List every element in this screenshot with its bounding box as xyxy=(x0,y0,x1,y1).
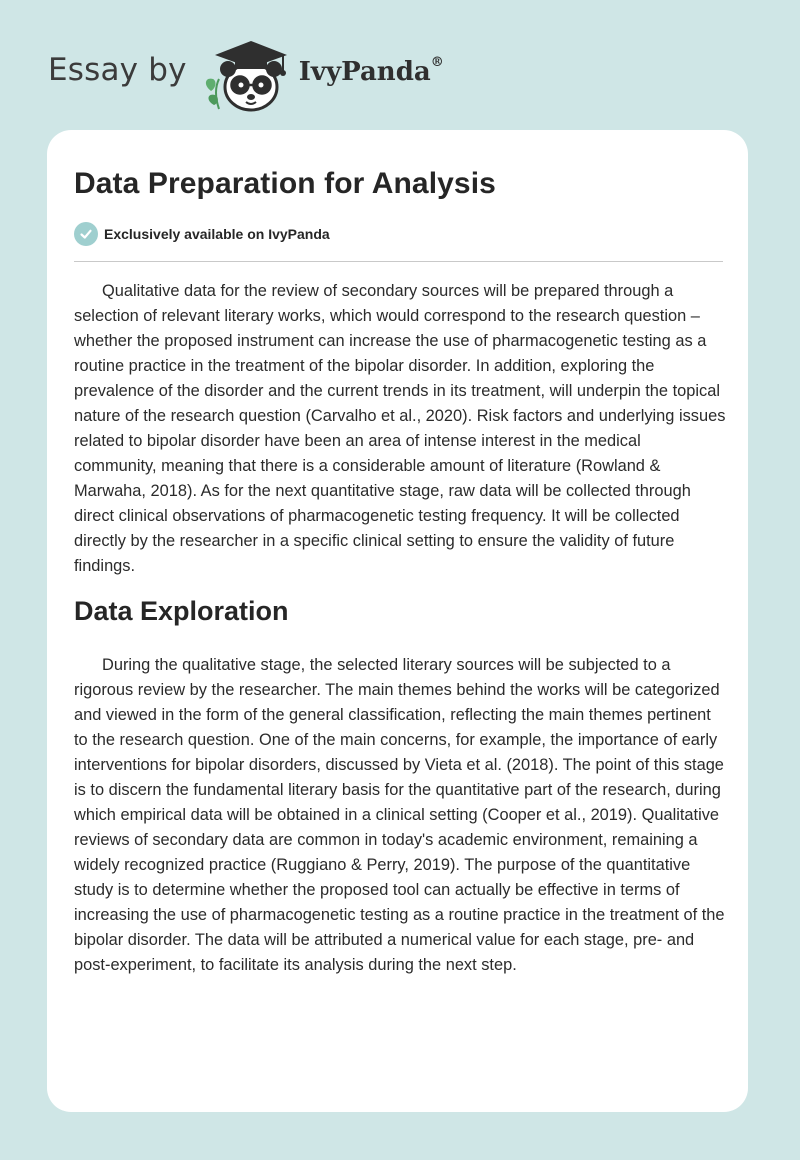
page-title: Data Preparation for Analysis xyxy=(74,167,496,200)
section-heading: Data Exploration xyxy=(74,596,289,626)
exclusive-badge-label: Exclusively available on IvyPanda xyxy=(104,226,330,242)
body-paragraph-2: During the qualitative stage, the selected literary sources will be subjected to a rigorous review by the researcher. The main themes behind the works will be categorized and viewed in the form of the general classification, reflecting the main themes pertinent to the research question. One of the main concerns, for example, the importance of early interventions for bipolar disorders, discussed by Vieta et al. (2018). The point of this stage is to discern the fundamental literary basis for the quantitative part of the research, during which empirical data will be obtained in a clinical setting (Cooper et al., 2019). Qualitative reviews of secondary data are common in today's academic environment, remaining a widely recognized practice (Ruggiano & Perry, 2019). The purpose of the quantitative study is to determine whether the proposed tool can actually be effective in terms of increasing the use of pharmacogenetic testing as a routine practice in the treatment of the bipolar disorder. The data will be attributed a numerical value for each stage, pre- and post-experiment, to facilitate its analysis during the next step. xyxy=(74,656,725,974)
body-paragraph-1: Qualitative data for the review of secondary sources will be prepared through a selection of relevant literary works, which would correspond to the research question – whether the proposed instrument can increase the use of pharmacogenetic testing as a routine practice in the treatment of the bipolar disorder. In addition, exploring the prevalence of the disorder and the current trends in its treatment, will underpin the topical nature of the research question (Carvalho et al., 2020). Risk factors and underlying issues related to bipolar disorder have been an area of intense interest in the medical community, meaning that there is a considerable amount of literature (Rowland & Marwaha, 2018). As for the next quantitative stage, raw data will be collected through direct clinical observations of pharmacogenetic testing frequency. It will be collected directly by the researcher in a specific clinical setting to ensure the validity of future findings. xyxy=(74,282,726,575)
checkmark-icon xyxy=(79,227,93,241)
badge-circle xyxy=(74,222,98,246)
essay-card xyxy=(47,130,748,1112)
exclusive-badge xyxy=(74,222,330,246)
registered-mark: ® xyxy=(430,55,444,70)
brand-text: IvyPanda xyxy=(298,57,431,87)
panda-graduate-logo-icon xyxy=(201,35,293,113)
divider xyxy=(74,261,723,262)
essay-by-label: Essay by xyxy=(48,52,187,88)
site-header xyxy=(48,34,444,114)
brand-name xyxy=(299,57,444,87)
ivypanda-logo[interactable] xyxy=(201,35,444,113)
